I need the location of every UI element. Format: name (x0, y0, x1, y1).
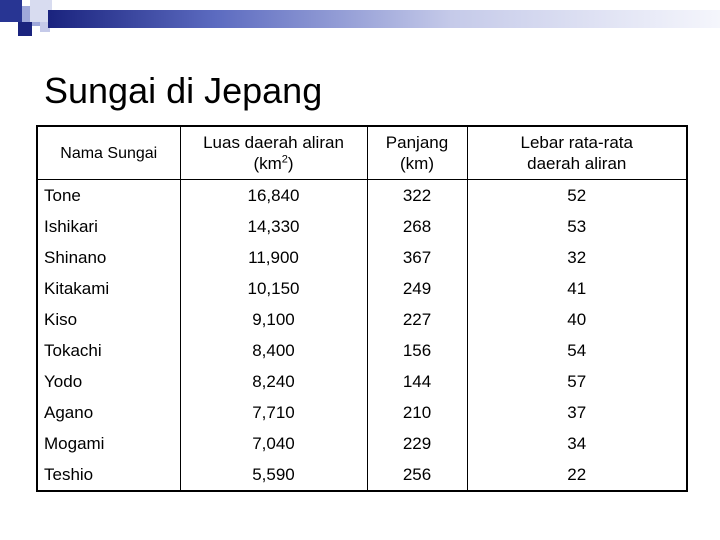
header-average-width-label: Lebar rata-rata (520, 133, 633, 152)
header-length-label: Panjang (385, 133, 449, 152)
cell-length: 249 (367, 273, 467, 304)
cell-length: 210 (367, 397, 467, 428)
cell-river-name: Tokachi (44, 340, 102, 360)
cell-basin-area: 16,840 (180, 180, 367, 212)
header-length (367, 126, 467, 180)
cell-basin-area: 8,240 (180, 366, 367, 397)
header-average-width-label-2: daerah aliran (527, 154, 627, 173)
cell-average-width: 22 (467, 459, 687, 491)
header-river-name (37, 126, 180, 180)
cell-river-name: Shinano (44, 247, 107, 267)
cell-length: 144 (367, 366, 467, 397)
cell-river-name: Tone (44, 185, 81, 205)
cell-average-width: 40 (467, 304, 687, 335)
cell-river-name: Kiso (44, 309, 78, 329)
table-row (37, 397, 687, 428)
cell-basin-area: 7,710 (180, 397, 367, 428)
header-basin-area-unit (253, 154, 293, 173)
unit-superscript: 2 (281, 153, 288, 166)
unit-text: ) (287, 154, 294, 173)
decorative-square (18, 22, 32, 36)
cell-length: 322 (367, 180, 467, 212)
cell-average-width: 52 (467, 180, 687, 212)
table-row (37, 459, 687, 491)
decorative-square (0, 0, 22, 22)
cell-river-name: Mogami (44, 433, 105, 453)
cell-length: 367 (367, 242, 467, 273)
table-row (37, 211, 687, 242)
cell-average-width: 32 (467, 242, 687, 273)
header-gradient-bar (48, 10, 720, 28)
cell-basin-area: 8,400 (180, 335, 367, 366)
table-row (37, 273, 687, 304)
unit-text: (km (253, 154, 282, 173)
table-row (37, 335, 687, 366)
cell-average-width: 37 (467, 397, 687, 428)
cell-basin-area: 11,900 (180, 242, 367, 273)
header-average-width (467, 126, 687, 180)
cell-basin-area: 5,590 (180, 459, 367, 491)
cell-basin-area: 9,100 (180, 304, 367, 335)
table-row (37, 242, 687, 273)
header-basin-area-label: Luas daerah aliran (203, 133, 344, 152)
cell-basin-area: 14,330 (180, 211, 367, 242)
table-row (37, 180, 687, 212)
cell-length: 229 (367, 428, 467, 459)
rivers-table-body (37, 180, 687, 492)
table-header-row (37, 126, 687, 180)
cell-river-name: Yodo (44, 371, 83, 391)
header-basin-area (180, 126, 367, 180)
table-row (37, 304, 687, 335)
cell-basin-area: 7,040 (180, 428, 367, 459)
cell-average-width: 34 (467, 428, 687, 459)
slide-title: Sungai di Jepang (44, 70, 323, 111)
cell-average-width: 53 (467, 211, 687, 242)
cell-length: 227 (367, 304, 467, 335)
header-length-unit: (km) (400, 154, 434, 173)
header-river-name-label: Nama Sungai (60, 144, 158, 162)
table-row (37, 366, 687, 397)
rivers-table (36, 125, 688, 492)
cell-length: 156 (367, 335, 467, 366)
cell-length: 256 (367, 459, 467, 491)
cell-basin-area: 10,150 (180, 273, 367, 304)
cell-length: 268 (367, 211, 467, 242)
cell-river-name: Agano (44, 402, 94, 422)
cell-average-width: 57 (467, 366, 687, 397)
table-row (37, 428, 687, 459)
cell-river-name: Teshio (44, 464, 94, 484)
cell-average-width: 41 (467, 273, 687, 304)
cell-river-name: Kitakami (44, 278, 110, 298)
cell-average-width: 54 (467, 335, 687, 366)
cell-river-name: Ishikari (44, 216, 98, 236)
